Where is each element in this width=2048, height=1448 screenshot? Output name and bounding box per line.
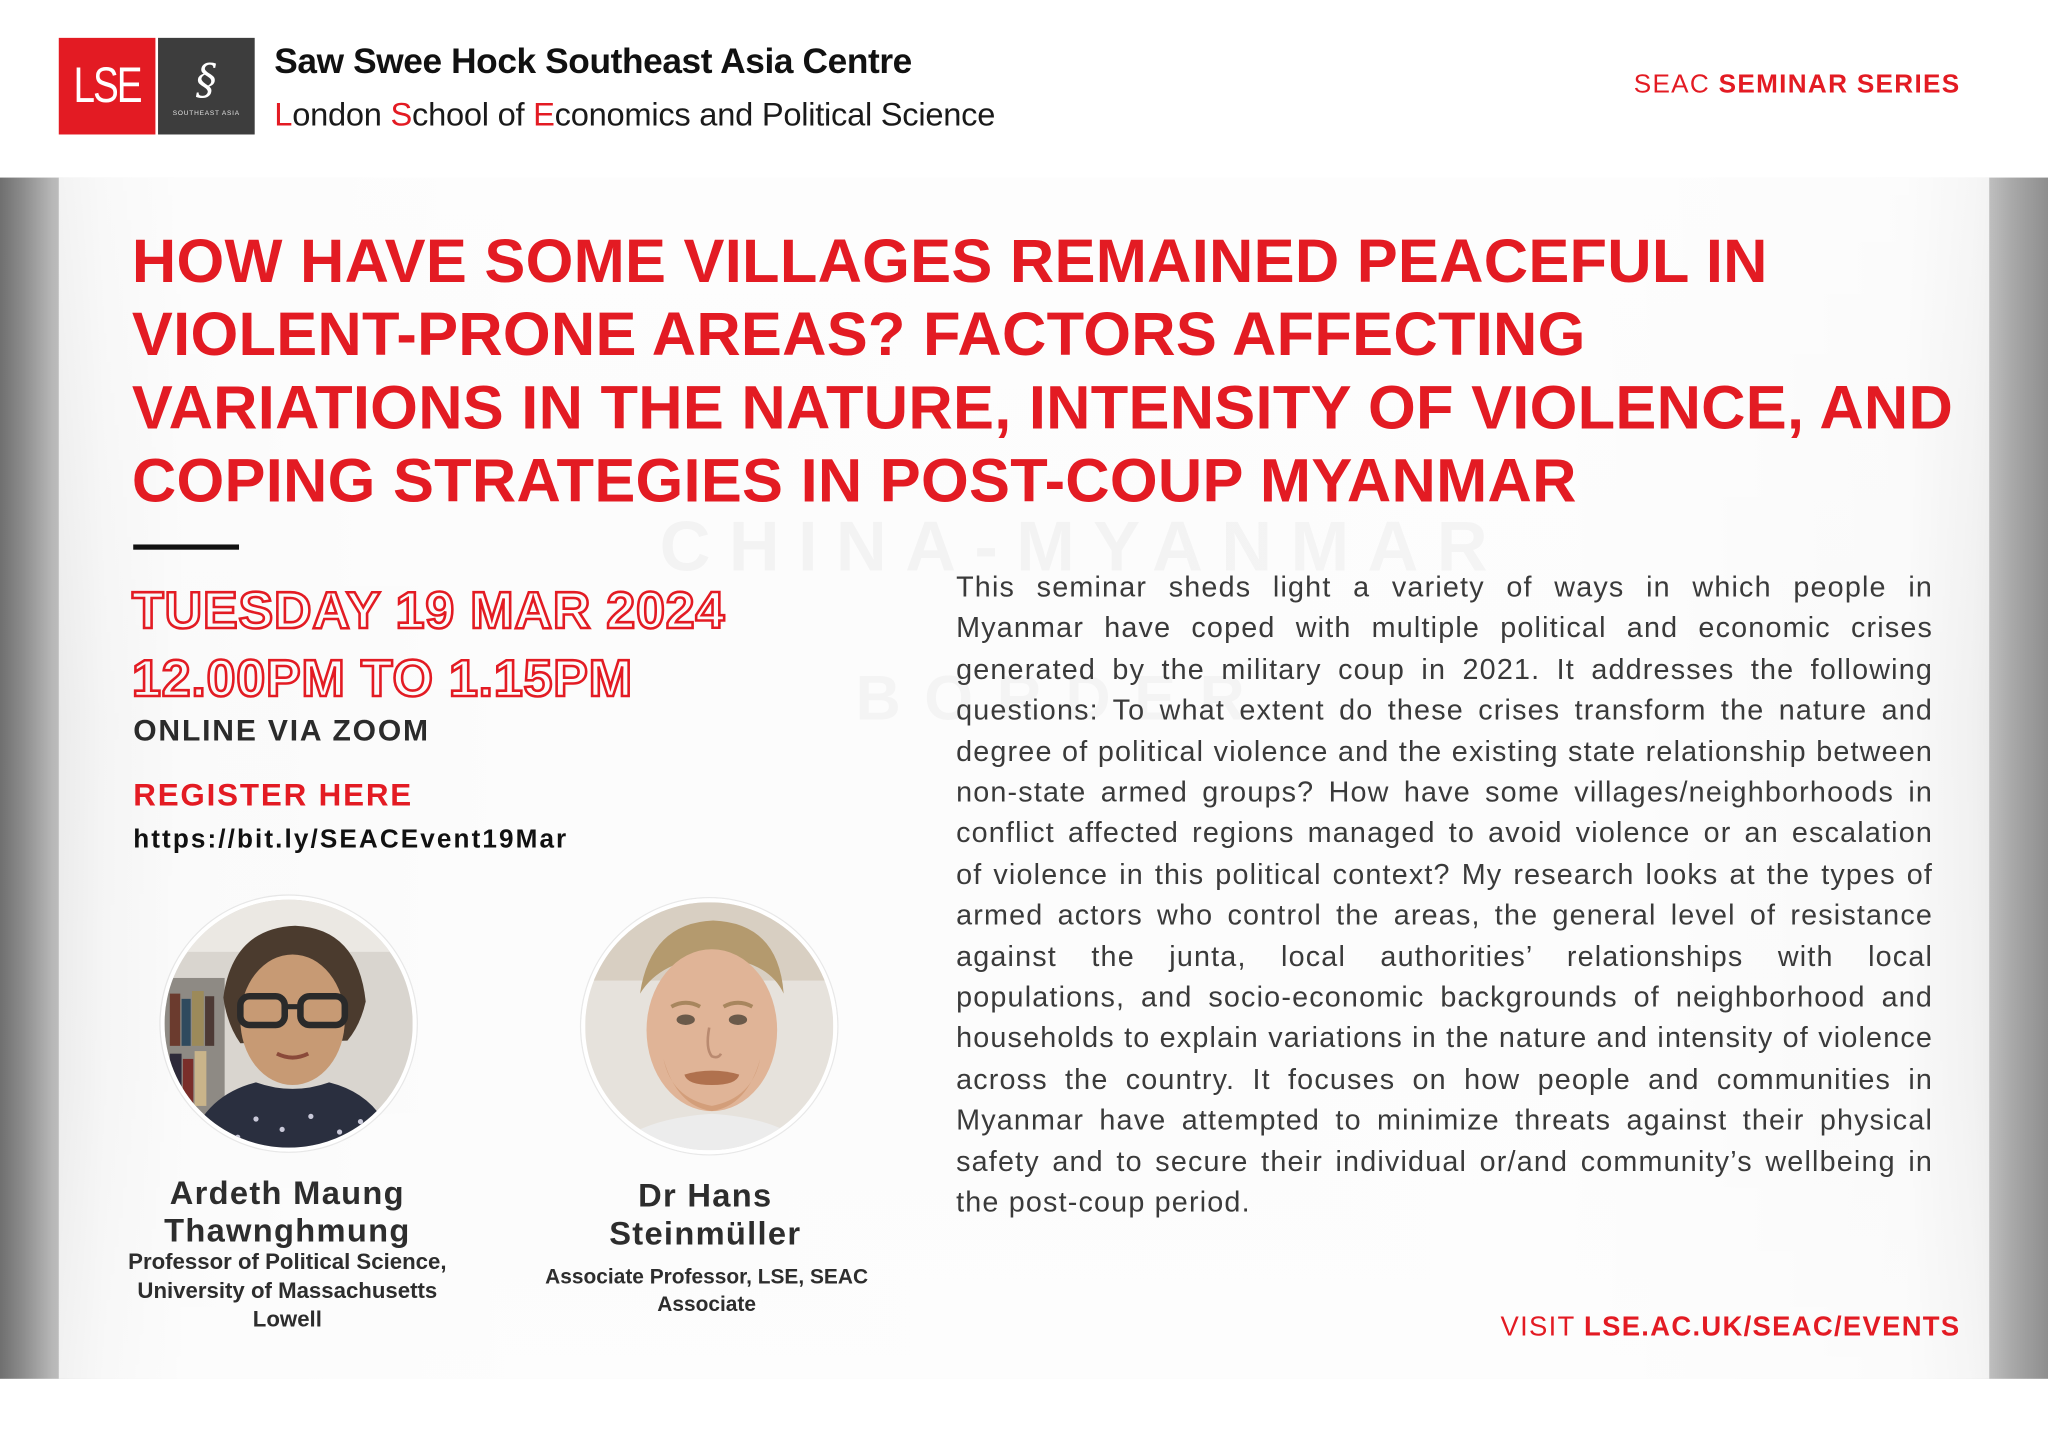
event-venue: ONLINE VIA ZOOM — [133, 712, 430, 747]
school-name-initial-l: L — [274, 96, 293, 134]
speaker-2-name: Dr Hans Steinmüller — [609, 1177, 802, 1253]
events-website-link[interactable] — [1437, 1312, 1961, 1343]
visit-url[interactable]: LSE.AC.UK/SEAC/EVENTS — [1584, 1312, 1961, 1343]
school-name — [274, 97, 995, 135]
seminar-series-label — [1437, 71, 1961, 101]
seac-logo[interactable] — [158, 38, 255, 135]
school-name-initial-e: E — [533, 96, 555, 134]
lse-logo-text: LSE — [73, 58, 141, 113]
speaker-1-role: Professor of Political Science, University of Massachusetts Lowell — [128, 1249, 447, 1332]
speaker-1-name: Ardeth Maung Thawnghmung — [164, 1175, 411, 1250]
speaker-2-photo — [581, 898, 837, 1154]
speaker-1-photo — [161, 896, 417, 1152]
seminar-abstract: This seminar sheds light a variety of ways in which people in Myanmar have coped with multiple political and economic crises generated by the military coup in 2021. It addresses the following questions: To what extent do these crises transform the nature and degree of political violence and the existing state relationship between non-state armed groups? How have some villages/neighborhoods in conflict affected regions managed to avoid violence or an escalation of violence in this political context? My research looks at the types of armed actors who control the areas, the general level of resistance against the junta, local authorities’ relationships with local populations, and socio-economic backgrounds of neighborhood and households to explain variations in the nature and intensity of violence across the country. It focuses on how people and communities in Myanmar have attempted to minimize threats against their physical safety and to secure their individual or/and community’s wellbeing in the post-coup period. — [956, 570, 1934, 1219]
school-name-initial-s: S — [390, 96, 413, 134]
series-name: SEMINAR SERIES — [1718, 70, 1961, 100]
seac-swirl-icon: § — [195, 54, 217, 105]
series-prefix: SEAC — [1633, 70, 1711, 100]
school-name-part-school: chool of — [412, 96, 534, 134]
school-name-part-london: ondon — [292, 96, 391, 134]
speaker-2-role: Associate Professor, LSE, SEAC Associate — [545, 1266, 869, 1317]
speaker-2-portrait-image — [585, 902, 833, 1150]
register-link[interactable]: https://bit.ly/SEACEvent19Mar — [133, 825, 569, 854]
event-date: TUESDAY 19 MAR 2024 — [131, 582, 726, 640]
lse-logo[interactable] — [59, 38, 156, 135]
register-heading: REGISTER HERE — [133, 778, 414, 814]
speaker-1-portrait-image — [165, 900, 413, 1148]
seac-logo-caption: SOUTHEAST ASIA — [172, 109, 240, 118]
title-divider — [133, 544, 239, 549]
centre-name: Saw Swee Hock Southeast Asia Centre — [274, 41, 912, 81]
visit-prefix: VISIT — [1500, 1312, 1576, 1343]
school-name-part-economics: conomics and Political Science — [554, 96, 996, 134]
event-time: 12.00PM TO 1.15PM — [131, 650, 633, 708]
event-title: HOW HAVE SOME VILLAGES REMAINED PEACEFUL IN VIOLENT-PRONE AREAS? FACTORS AFFECTING VARIATIONS IN THE NATURE, INTENSITY OF VIOLENCE, AND COPING STRATEGIES IN POST-COUP MYANMAR — [131, 225, 1954, 515]
